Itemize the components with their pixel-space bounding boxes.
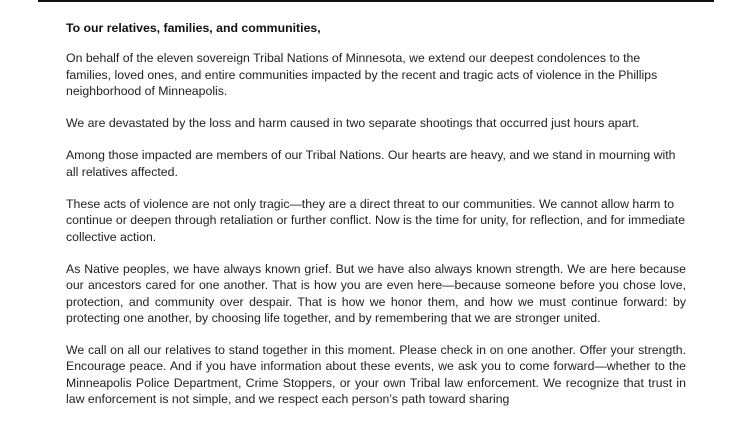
paragraph-native-strength: As Native peoples, we have always known grief. But we have also always known strength. We are here because our ancestors cared for one another. That is how you are even here—because someone before you chose love, protection, and community over despair. That is how we honor them, and how we must continue forward: by protecting one another, by choosing life together, and by remembering that we are stronger united. (66, 261, 686, 325)
letter-body (66, 20, 686, 423)
paragraph-condolences: On behalf of the eleven sovereign Tribal Nations of Minnesota, we extend our deepest condolences to the families, loved ones, and entire communities impacted by the recent and tragic acts of violence in the Phillips neighborhood of Minneapolis. (66, 51, 658, 98)
paragraph-impacted-members: Among those impacted are members of our Tribal Nations. Our hearts are heavy, and we stand in mourning with all relatives affected. (66, 148, 676, 179)
top-divider (38, 0, 714, 2)
paragraph-call-to-action: We call on all our relatives to stand together in this moment. Please check in on one another. Offer your strength. Encourage peace. And if you have information about these events, we ask you to come forward—whether to the Minneapolis Police Department, Crime Stoppers, or your own Tribal law enforcement. We recognize that trust in law enforcement is not simple, and we respect each person’s path toward sharing (66, 343, 686, 407)
salutation: To our relatives, families, and communities, (66, 21, 321, 35)
paragraph-devastated: We are devastated by the loss and harm caused in two separate shootings that occurred just hours apart. (66, 116, 640, 131)
paragraph-direct-threat: These acts of violence are not only tragic—they are a direct threat to our communities. We cannot allow harm to continue or deepen through retaliation or further conflict. Now is the time for unity, for reflection, and for immediate collective action. (66, 197, 686, 244)
